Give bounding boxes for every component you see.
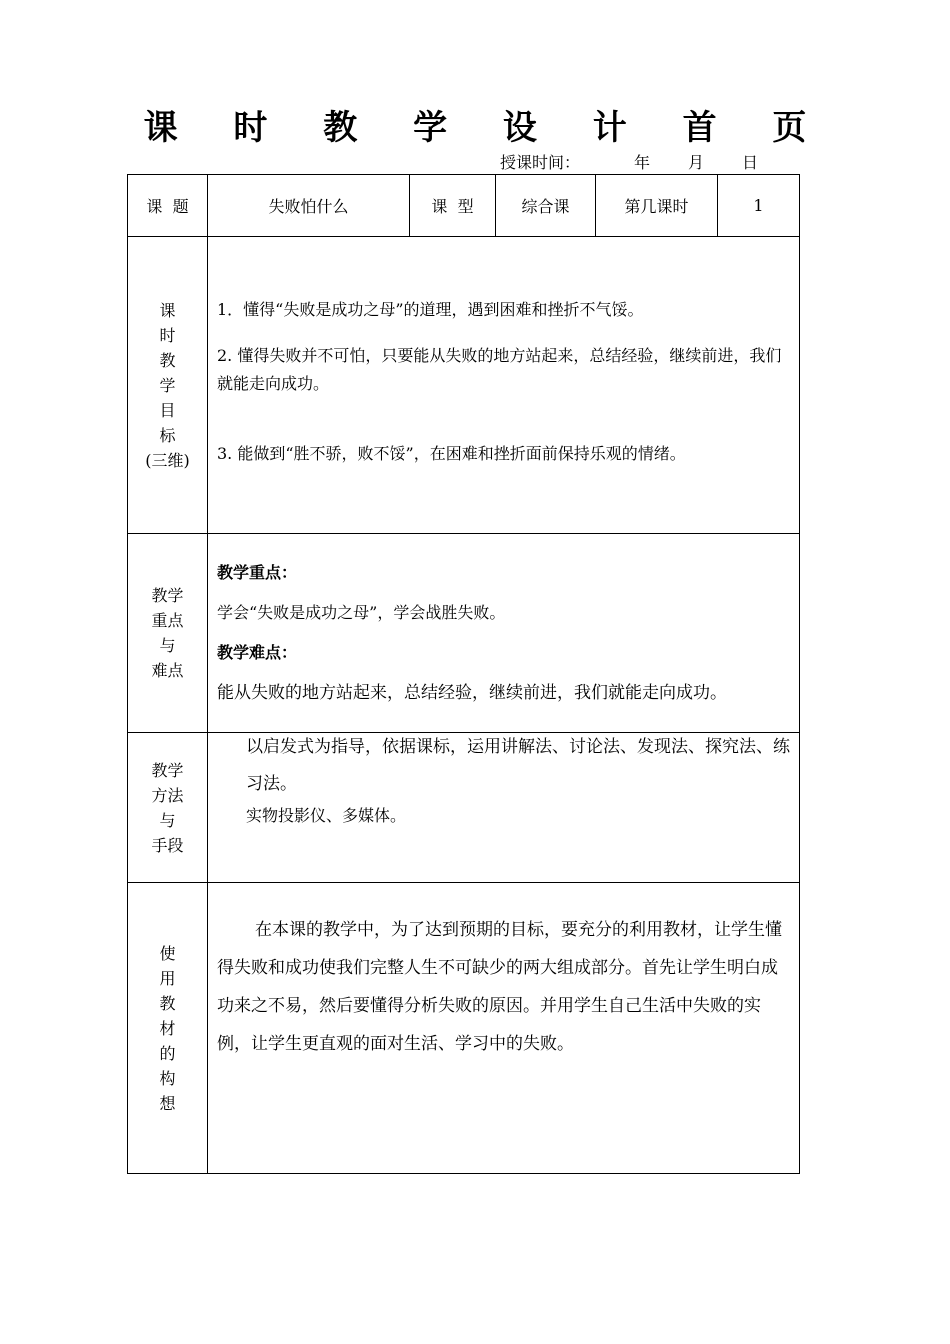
topic-value: 失败怕什么 [208,175,410,237]
objective-item: 3. 能做到“胜不骄，败不馁”，在困难和挫折面前保持乐观的情绪。 [217,444,686,463]
period-label: 第几课时 [596,175,718,237]
objectives-row [128,237,800,534]
materials-content [208,883,800,1174]
key-points-row [128,534,800,733]
methods-label: 教学 方法 与 手段 [128,733,208,883]
objectives-content [208,237,800,534]
focus-title: 教学重点： [217,563,298,582]
methods-row [128,733,800,883]
tools-text: 实物投影仪、多媒体。 [246,806,407,825]
key-points-content [208,534,800,733]
objective-item: 2. 懂得失败并不可怕，只要能从失败的地方站起来，总结经验，继续前进，我们就能走向成功。 [217,346,782,393]
lesson-design-table [127,174,800,1174]
date-month: 月 [688,153,705,172]
date-label: 授课时间： [500,153,581,172]
focus-text: 学会“失败是成功之母”，学会战胜失败。 [217,603,506,622]
objectives-label: 课 时 教 学 目 标 (三维) [128,237,208,534]
topic-label: 课 题 [128,175,208,237]
header-row [128,175,800,237]
type-label: 课 型 [410,175,496,237]
objective-item: 1．懂得“失败是成功之母”的道理，遇到困难和挫折不气馁。 [217,300,644,319]
key-points-label: 教学 重点 与 难点 [128,534,208,733]
methods-content [208,733,800,883]
period-value: 1 [718,175,800,237]
materials-text: 在本课的教学中，为了达到预期的目标，要充分的利用教材，让学生懂得失败和成功使我们完整人生不可缺少的两大组成部分。首先让学生明白成功来之不易，然后要懂得分析失败的原因。并用学生自己生活中失败的实例，让学生更直观的面对生活、学习中的失败。 [217,920,782,1054]
teaching-date-line [500,150,758,173]
methods-text: 以启发式为指导，依据课标，运用讲解法、讨论法、发现法、探究法、练习法。 [246,737,790,794]
date-year: 年 [634,153,651,172]
materials-row [128,883,800,1174]
difficulty-text: 能从失败的地方站起来，总结经验，继续前进，我们就能走向成功。 [217,683,727,703]
page-title: 课 时 教 学 设 计 首 页 [143,108,829,148]
date-day: 日 [742,153,759,172]
difficulty-title: 教学难点： [217,643,298,662]
materials-label: 使 用 教 材 的 构 想 [128,883,208,1174]
type-value: 综合课 [496,175,596,237]
